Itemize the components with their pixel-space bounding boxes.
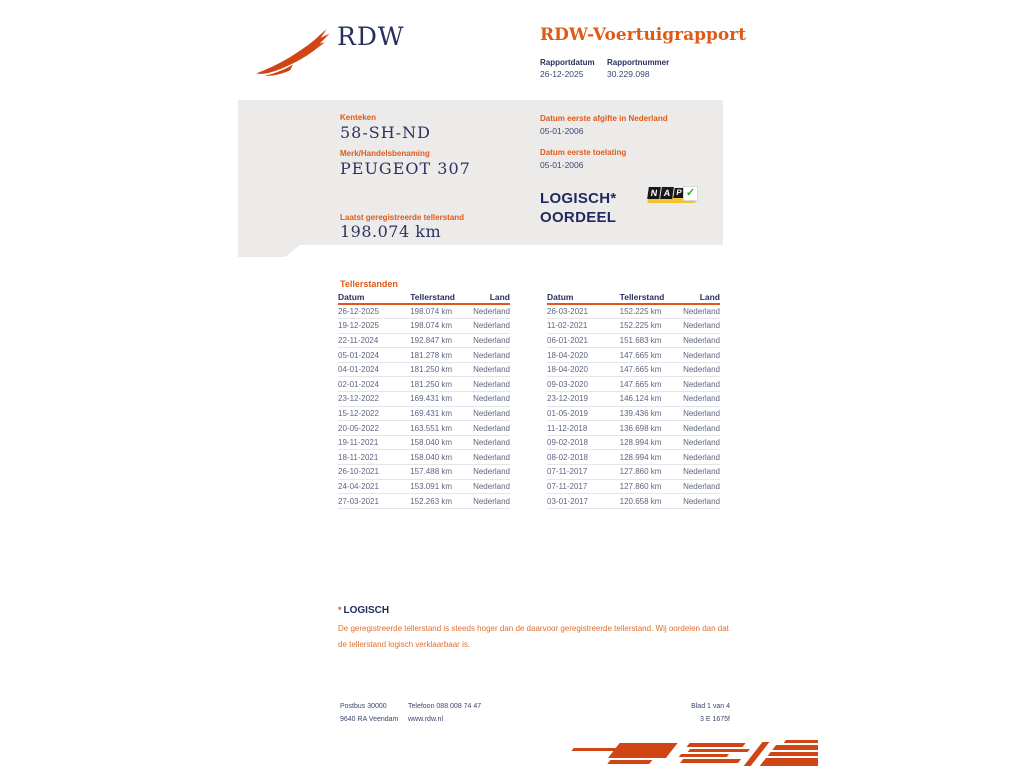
- table-cell: 07-11-2017: [547, 479, 620, 494]
- table-cell: 181.278 km: [410, 348, 472, 363]
- table-cell: 152.225 km: [620, 319, 682, 334]
- table-cell: 127.860 km: [620, 479, 682, 494]
- table-cell: 127.860 km: [620, 465, 682, 480]
- table-cell: Nederland: [682, 362, 720, 377]
- report-title: RDW-Voertuigrapport: [540, 25, 747, 45]
- table-cell: Nederland: [682, 479, 720, 494]
- table-cell: 07-11-2017: [547, 465, 620, 480]
- table-cell: 19-11-2021: [338, 435, 410, 450]
- table-cell: 11-02-2021: [547, 319, 620, 334]
- table-cell: Nederland: [682, 421, 720, 436]
- table-row: [547, 333, 720, 348]
- table-row: [338, 362, 510, 377]
- nap-letter-n: N: [647, 187, 661, 199]
- tellerstanden-table-left: [338, 291, 510, 509]
- table-cell: 24-04-2021: [338, 479, 410, 494]
- table-row: [547, 421, 720, 436]
- merk-value: PEUGEOT 307: [340, 159, 471, 178]
- table-cell: 136.698 km: [620, 421, 682, 436]
- eerste-afgifte-value: 05-01-2006: [540, 126, 584, 136]
- table-cell: 20-05-2022: [338, 421, 410, 436]
- table-cell: Nederland: [472, 319, 510, 334]
- table-cell: 198.074 km: [410, 319, 472, 334]
- table-cell: Nederland: [472, 362, 510, 377]
- table-cell: Nederland: [472, 304, 510, 319]
- table-cell: Nederland: [682, 319, 720, 334]
- kenteken-label: Kenteken: [340, 113, 377, 122]
- table-cell: 139.436 km: [620, 406, 682, 421]
- footer-phone: Telefoon 088 008 74 47: [408, 703, 482, 710]
- table-cell: 158.040 km: [410, 450, 472, 465]
- table-cell: Nederland: [472, 450, 510, 465]
- table-cell: 26-03-2021: [547, 304, 620, 319]
- col-land: Land: [472, 291, 510, 304]
- table-row: [338, 421, 510, 436]
- table-cell: Nederland: [472, 465, 510, 480]
- table-cell: 147.665 km: [620, 348, 682, 363]
- oordeel-text: [540, 189, 617, 227]
- table-row: [338, 465, 510, 480]
- table-row: [338, 333, 510, 348]
- table-cell: 23-12-2022: [338, 392, 410, 407]
- nap-letter-a: A: [660, 187, 674, 199]
- table-cell: 152.263 km: [410, 494, 472, 509]
- table-cell: 01-05-2019: [547, 406, 620, 421]
- table-cell: 06-01-2021: [547, 333, 620, 348]
- table-cell: Nederland: [472, 333, 510, 348]
- table-row: [338, 494, 510, 509]
- table-cell: 09-02-2018: [547, 435, 620, 450]
- col-land: Land: [682, 291, 720, 304]
- table-cell: Nederland: [682, 333, 720, 348]
- col-datum: Datum: [338, 291, 410, 304]
- table-cell: 152.225 km: [620, 304, 682, 319]
- footnote-asterisk: *: [338, 605, 342, 615]
- table-cell: 158.040 km: [410, 435, 472, 450]
- merk-label: Merk/Handelsbenaming: [340, 149, 430, 158]
- footnote-title-text: LOGISCH: [343, 605, 390, 616]
- table-cell: 23-12-2019: [547, 392, 620, 407]
- table-row: [547, 362, 720, 377]
- table-row: [338, 479, 510, 494]
- table-row: [547, 494, 720, 509]
- table-cell: 11-12-2018: [547, 421, 620, 436]
- table-cell: Nederland: [472, 392, 510, 407]
- nap-logo: [647, 186, 699, 206]
- table-cell: Nederland: [682, 465, 720, 480]
- table-row: [547, 450, 720, 465]
- table-row: [338, 392, 510, 407]
- table-cell: 15-12-2022: [338, 406, 410, 421]
- table-cell: 169.431 km: [410, 406, 472, 421]
- footer-website: www.rdw.nl: [408, 716, 444, 723]
- table-row: [547, 348, 720, 363]
- table-row: [338, 450, 510, 465]
- table-row: [338, 435, 510, 450]
- table-header-row: [338, 291, 510, 304]
- table-cell: Nederland: [472, 406, 510, 421]
- table-cell: 19-12-2025: [338, 319, 410, 334]
- table-row: [338, 377, 510, 392]
- table-cell: 22-11-2024: [338, 333, 410, 348]
- table-header-row: [547, 291, 720, 304]
- table-row: [338, 304, 510, 319]
- table-cell: 128.994 km: [620, 450, 682, 465]
- table-cell: 05-01-2024: [338, 348, 410, 363]
- oordeel-line1: LOGISCH*: [540, 190, 617, 207]
- laatste-tellerstand-label: Laatst geregistreerde tellerstand: [340, 213, 465, 222]
- table-row: [547, 304, 720, 319]
- eerste-toelating-label: Datum eerste toelating: [540, 148, 627, 157]
- table-cell: Nederland: [682, 406, 720, 421]
- table-cell: Nederland: [472, 377, 510, 392]
- table-cell: 09-03-2020: [547, 377, 620, 392]
- table-row: [547, 377, 720, 392]
- table-cell: 169.431 km: [410, 392, 472, 407]
- col-datum: Datum: [547, 291, 620, 304]
- table-cell: 157.488 km: [410, 465, 472, 480]
- table-row: [547, 319, 720, 334]
- col-tellerstand: Tellerstand: [620, 291, 682, 304]
- report-number-label: Rapportnummer: [607, 58, 670, 67]
- table-cell: Nederland: [472, 421, 510, 436]
- table-cell: 147.665 km: [620, 362, 682, 377]
- table-cell: Nederland: [472, 494, 510, 509]
- laatste-tellerstand-value: 198.074 km: [340, 222, 442, 241]
- table-row: [338, 406, 510, 421]
- tellerstanden-title: Tellerstanden: [340, 279, 398, 289]
- table-cell: 192.847 km: [410, 333, 472, 348]
- table-cell: 18-11-2021: [338, 450, 410, 465]
- table-cell: 03-01-2017: [547, 494, 620, 509]
- eerste-afgifte-label: Datum eerste afgifte in Nederland: [540, 114, 668, 123]
- nap-checkmark-icon: ✓: [685, 187, 696, 199]
- table-cell: 151.683 km: [620, 333, 682, 348]
- table-row: [547, 435, 720, 450]
- table-cell: Nederland: [472, 435, 510, 450]
- table-row: [547, 406, 720, 421]
- table-cell: Nederland: [682, 392, 720, 407]
- table-cell: Nederland: [682, 377, 720, 392]
- report-date-label: Rapportdatum: [540, 58, 595, 67]
- table-cell: 02-01-2024: [338, 377, 410, 392]
- nap-letter-p: P: [673, 188, 684, 198]
- table-cell: Nederland: [682, 348, 720, 363]
- table-cell: Nederland: [682, 450, 720, 465]
- table-row: [547, 479, 720, 494]
- table-cell: Nederland: [682, 435, 720, 450]
- table-row: [547, 465, 720, 480]
- table-row: [338, 319, 510, 334]
- rdw-stripes-graphic: [528, 740, 818, 768]
- table-cell: Nederland: [682, 304, 720, 319]
- table-cell: 08-02-2018: [547, 450, 620, 465]
- table-cell: 163.551 km: [410, 421, 472, 436]
- kenteken-value: 58-SH-ND: [340, 123, 431, 142]
- footnote-title: [338, 605, 389, 616]
- table-cell: 120.658 km: [620, 494, 682, 509]
- table-cell: Nederland: [682, 494, 720, 509]
- table-cell: 128.994 km: [620, 435, 682, 450]
- table-cell: 18-04-2020: [547, 362, 620, 377]
- table-cell: Nederland: [472, 479, 510, 494]
- table-cell: 198.074 km: [410, 304, 472, 319]
- report-date-value: 26-12-2025: [540, 69, 584, 79]
- table-cell: 27-03-2021: [338, 494, 410, 509]
- footer-page-number: Blad 1 van 4: [691, 703, 730, 710]
- rdw-wing-icon: [253, 28, 335, 78]
- table-cell: 18-04-2020: [547, 348, 620, 363]
- rdw-logo-text: RDW: [337, 22, 405, 51]
- footer-doc-code: 3 E 1675f: [700, 716, 730, 723]
- table-cell: 181.250 km: [410, 362, 472, 377]
- table-cell: Nederland: [472, 348, 510, 363]
- table-cell: 26-12-2025: [338, 304, 410, 319]
- table-cell: 181.250 km: [410, 377, 472, 392]
- table-row: [338, 348, 510, 363]
- table-cell: 146.124 km: [620, 392, 682, 407]
- oordeel-line2: OORDEEL: [540, 209, 617, 226]
- footer-postbus: Postbus 30000: [340, 703, 387, 710]
- eerste-toelating-value: 05-01-2006: [540, 160, 584, 170]
- footer-city: 9640 RA Veendam: [340, 716, 399, 723]
- report-number-value: 30.229.098: [607, 69, 650, 79]
- table-row: [547, 392, 720, 407]
- tellerstanden-table-right: [547, 291, 720, 509]
- table-cell: 147.665 km: [620, 377, 682, 392]
- rdw-logo: [253, 22, 403, 80]
- summary-box-tab: [238, 245, 300, 257]
- col-tellerstand: Tellerstand: [410, 291, 472, 304]
- table-cell: 26-10-2021: [338, 465, 410, 480]
- footnote-text: De geregistreerde tellerstand is steeds hoger dan de daarvoor geregistreerde tellerstand. Wij oordelen dan dat de tellerstand logisch verklaarbaar is.: [338, 624, 729, 649]
- table-cell: 04-01-2024: [338, 362, 410, 377]
- table-cell: 153.091 km: [410, 479, 472, 494]
